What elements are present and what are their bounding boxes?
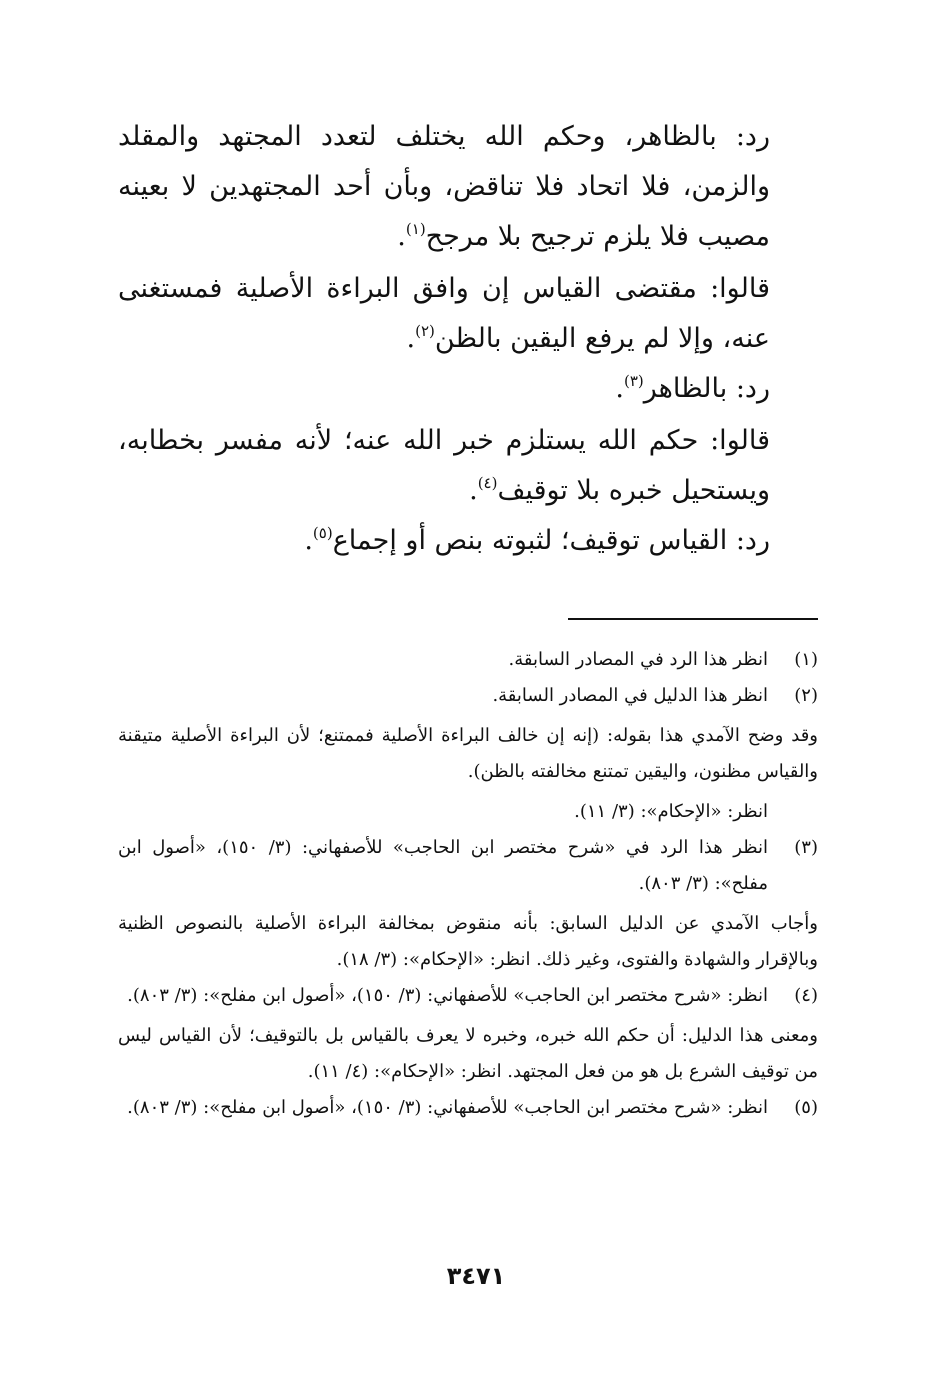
footnote-4 xyxy=(118,978,818,1014)
paragraph-text: رد: القياس توقيف؛ لثبوته بنص أو إجماع xyxy=(332,525,770,556)
footnote-3 xyxy=(118,830,818,902)
paragraph-reply-3 xyxy=(118,516,818,566)
footnote-text: انظر هذا الرد في «شرح مختصر ابن الحاجب» للأصفهاني: (٣/ ١٥٠)، «أصول ابن مفلح»: (٣/ ٨٠٣). xyxy=(118,837,768,894)
footnote-marker-5[interactable]: (٥) xyxy=(312,524,333,542)
paragraph-reply-2 xyxy=(118,364,818,414)
footnote-2 xyxy=(118,678,818,714)
footnote-text: انظر: «شرح مختصر ابن الحاجب» للأصفهاني: (٣/ ١٥٠)، «أصول ابن مفلح»: (٣/ ٨٠٣). xyxy=(127,985,768,1006)
footnote-1 xyxy=(118,642,818,678)
footnote-2-reference: انظر: «الإحكام»: (٣/ ١١). xyxy=(574,801,768,822)
footnote-marker-1[interactable]: (١) xyxy=(405,220,426,238)
footnote-text: انظر هذا الرد في المصادر السابقة. xyxy=(508,649,768,670)
footnote-3-continuation: وأجاب الآمدي عن الدليل السابق: بأنه منقوض بمخالفة البراءة الأصلية بالنصوص الظنية وبالإقرار والشهادة والفتوى، وغير ذلك. انظر: «الإحكام»: (٣/ ١٨). xyxy=(118,913,818,970)
footnote-2-continuation: وقد وضح الآمدي هذا بقوله: (إنه إن خالف البراءة الأصلية فممتنع؛ لأن البراءة الأصلية متيقنة والقياس مظنون، واليقين تمتنع مخالفته بالظن). xyxy=(118,725,818,782)
footnote-number: (٤) xyxy=(794,985,818,1006)
paragraph-text: قالوا: مقتضى القياس إن وافق البراءة الأصلية فمستغنى عنه، وإلا لم يرفع اليقين بالظن xyxy=(118,273,770,354)
footnote-text: انظر: «شرح مختصر ابن الحاجب» للأصفهاني: (٣/ ١٥٠)، «أصول ابن مفلح»: (٣/ ٨٠٣). xyxy=(127,1097,768,1118)
paragraph-objection-1 xyxy=(118,264,818,364)
footnote-number: (١) xyxy=(794,649,818,670)
footnote-number: (٥) xyxy=(794,1097,818,1118)
footnote-5 xyxy=(118,1090,818,1126)
period: . xyxy=(469,475,478,506)
footnote-marker-3[interactable]: (٣) xyxy=(623,372,644,390)
paragraph-text: رد: بالظاهر، وحكم الله يختلف لتعدد المجتهد والمقلد والزمن، فلا اتحاد فلا تناقض، وبأن أحد المجتهدين لا بعينه مصيب فلا يلزم ترجيح بلا مرجح xyxy=(118,121,770,252)
footnote-marker-2[interactable]: (٢) xyxy=(415,322,435,340)
footnote-text: انظر هذا الدليل في المصادر السابقة. xyxy=(492,685,768,706)
footnote-marker-4[interactable]: (٤) xyxy=(477,474,498,492)
period: . xyxy=(615,373,624,404)
footnote-number: (٣) xyxy=(794,837,818,858)
footnote-number: (٢) xyxy=(794,685,818,706)
main-text xyxy=(118,112,818,566)
paragraph-text: رد: بالظاهر xyxy=(643,373,770,404)
paragraph-objection-2 xyxy=(118,416,818,516)
page-number: ٣٤٧١ xyxy=(446,1262,506,1290)
period: . xyxy=(397,221,406,252)
period: . xyxy=(406,323,416,354)
period: . xyxy=(304,525,313,556)
paragraph-text: قالوا: حكم الله يستلزم خبر الله عنه؛ لأنه مفسر بخطابه، ويستحيل خبره بلا توقيف xyxy=(118,425,770,506)
footnotes xyxy=(118,642,818,1126)
paragraph-reply-1 xyxy=(118,112,818,262)
footnote-separator xyxy=(568,618,818,620)
footnote-4-continuation: ومعنى هذا الدليل: أن حكم الله خبره، وخبره لا يعرف بالقياس بل بالتوقيف؛ لأن القياس ليس من توقيف الشرع بل هو من فعل المجتهد. انظر: «الإحكام»: (٤/ ١١). xyxy=(118,1025,818,1082)
